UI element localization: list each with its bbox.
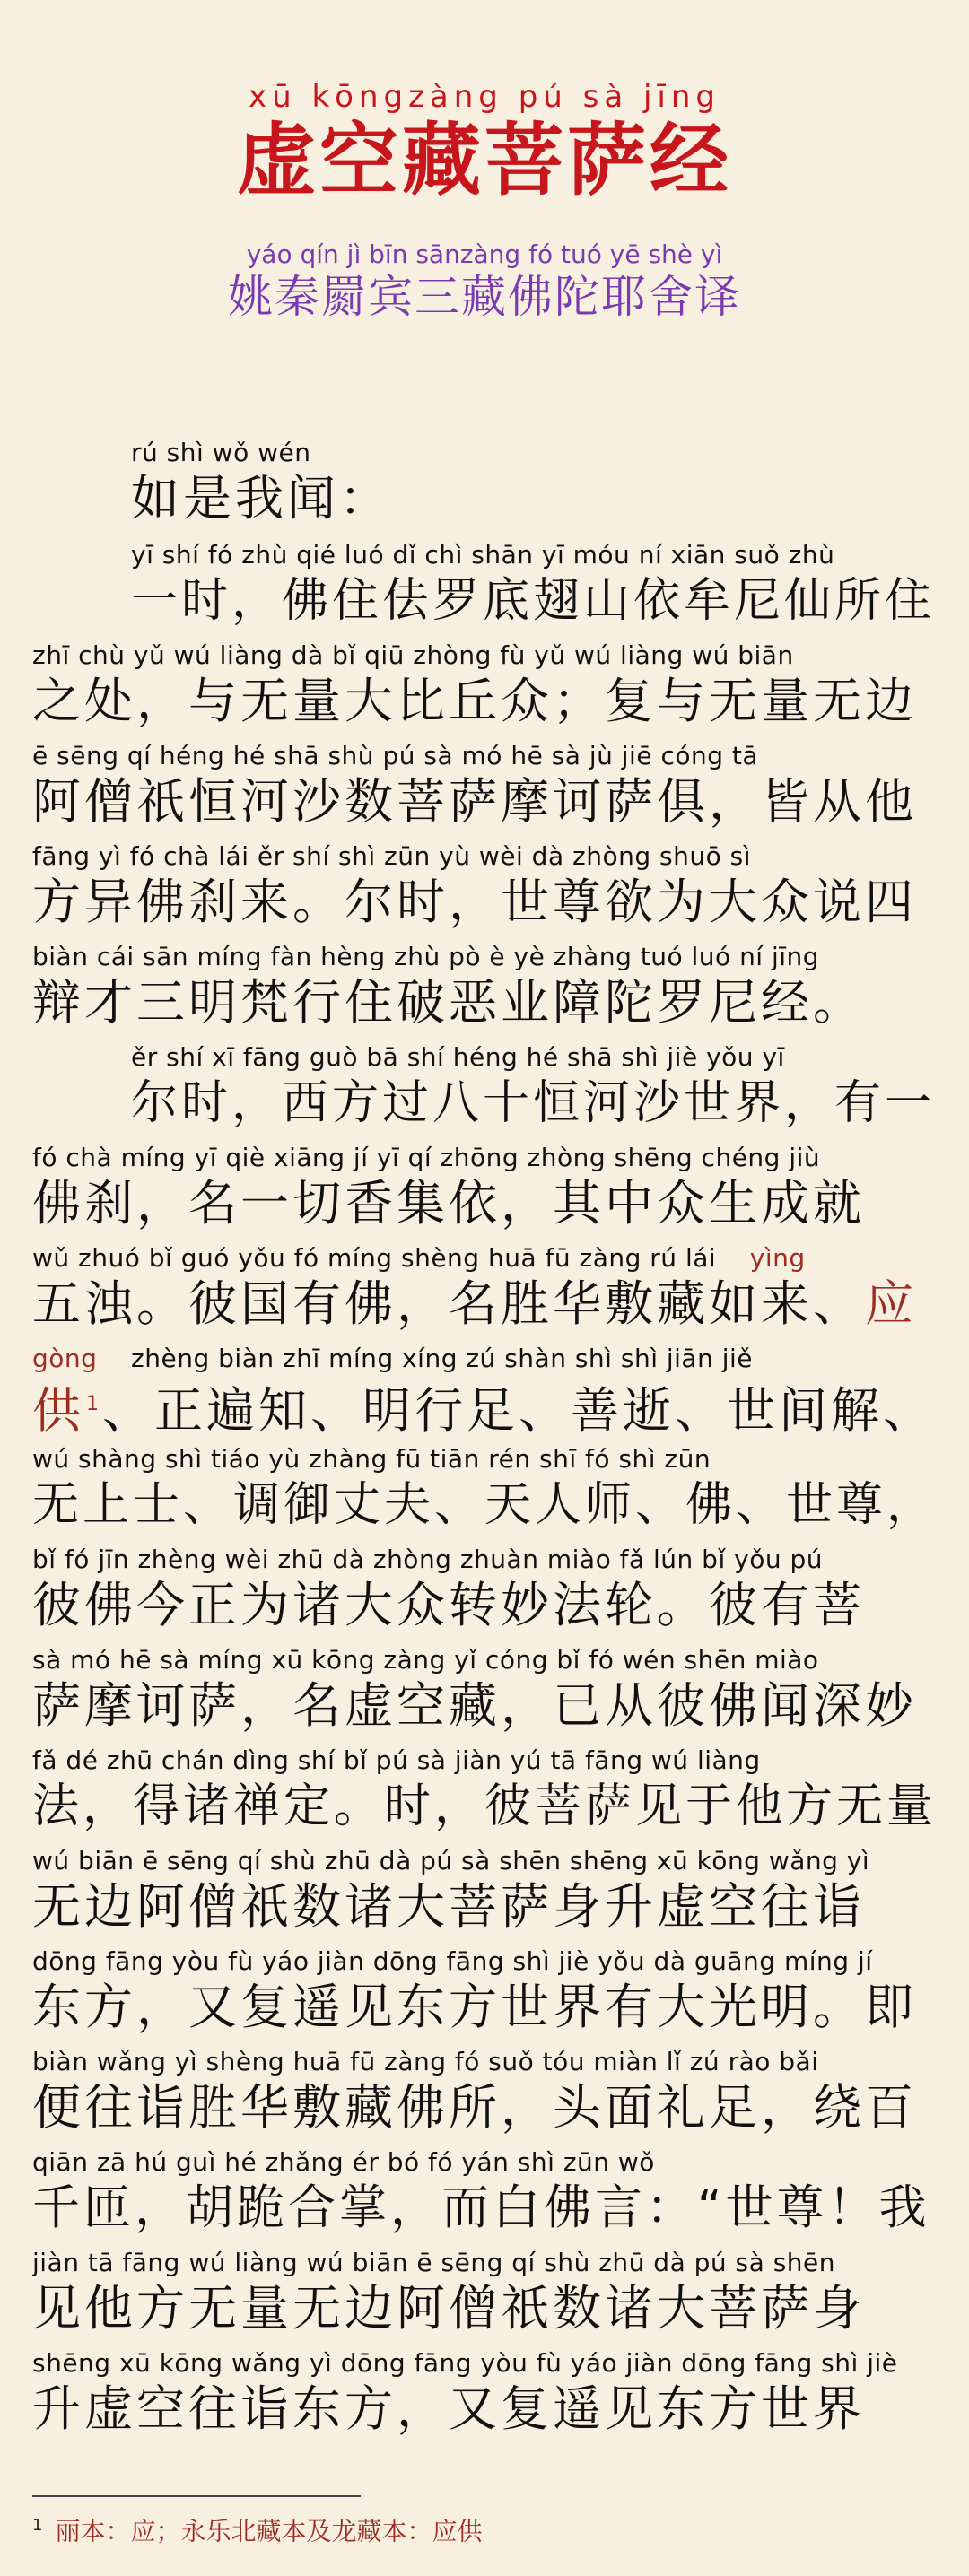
pinyin-highlight: yìng [749, 1243, 806, 1273]
footnote-marker[interactable]: 1 [86, 1393, 102, 1415]
translator-block [0, 240, 969, 325]
pinyin-line: shēng xū kōng wǎng yì dōng fāng yòu fù yáo jiàn dōng fāng shì jiè [32, 2348, 898, 2378]
hanzi-line: 便往诣胜华敷藏佛所，头面礼足，绕百 [32, 2079, 917, 2136]
hanzi-line [32, 1374, 937, 1435]
pinyin-line: bǐ fó jīn zhèng wèi zhū dà zhòng zhuàn miào fǎ lún bǐ yǒu pú [32, 1545, 824, 1574]
hanzi-line: 升虚空往诣东方，又复遥见东方世界 [32, 2380, 865, 2437]
title-block [0, 79, 969, 205]
hanzi-line: 之处，与无量大比丘众；复与无量无边 [32, 673, 917, 729]
hanzi-line: 法，得诸禅定。时，彼菩萨见于他方无量 [32, 1780, 937, 1833]
text-line-4 [32, 741, 937, 832]
hanzi-line: 佛刹，名一切香集依，其中众生成就 [32, 1175, 865, 1231]
text-line-18 [32, 2147, 937, 2239]
footnote-text: 丽本：应；永乐北藏本及龙藏本：应供 [55, 2516, 483, 2546]
pinyin-line [32, 1243, 937, 1274]
pinyin-line: yī shí fó zhù qié luó dǐ chì shān yī móu ní xiān suǒ zhù [131, 540, 835, 570]
pinyin-line: rú shì wǒ wén [131, 438, 311, 467]
pinyin-line: ē sēng qí héng hé shā shù pú sà mó hē sà jù jiē cóng tā [32, 741, 759, 770]
hanzi-line: 尔时，西方过八十恒河沙世界，有一 [131, 1076, 936, 1130]
hanzi-line: 彼佛今正为诸大众转妙法轮。彼有菩 [32, 1577, 865, 1633]
text-line-15 [32, 1846, 937, 1937]
hanzi-line: 萨摩诃萨，名虚空藏，已从彼佛闻深妙 [32, 1677, 917, 1734]
pinyin-line: fǎ dé zhū chán dìng shí bǐ pú sà jiàn yú tā fāng wú liàng [32, 1745, 761, 1775]
hanzi-segment: 、正遍知、明行足、善逝、世间解、 [102, 1382, 935, 1435]
text-line-14 [32, 1745, 937, 1837]
pinyin-line: biàn cái sān míng fàn hèng zhù pò è yè zhàng tuó luó ní jīng [32, 942, 820, 971]
pinyin-line: fó chà míng yī qiè xiāng jí yī qí zhōng zhòng shēng chéng jiù [32, 1143, 821, 1172]
text-line-9 [32, 1243, 937, 1335]
hanzi-highlight: 供 [32, 1382, 84, 1435]
text-line-3 [32, 640, 937, 732]
pinyin-line [32, 1344, 937, 1374]
hanzi-line: 无上士、调御丈夫、天人师、佛、世尊， [32, 1478, 937, 1532]
text-line-13 [32, 1645, 937, 1736]
pinyin-line: zhī chù yǔ wú liàng dà bǐ qiū zhòng fù yǔ wú liàng wú biān [32, 640, 794, 670]
footnote [32, 2508, 482, 2549]
hanzi-line: 如是我闻： [131, 470, 391, 527]
footnote-number: 1 [32, 2516, 43, 2535]
pinyin-line: dōng fāng yòu fù yáo jiàn dōng fāng shì jiè yǒu dà guāng míng jí [32, 1946, 873, 1976]
hanzi-segment: 五浊。彼国有佛，名胜华敷藏如来、 [32, 1275, 865, 1332]
hanzi-line: 方异佛刹来。尔时，世尊欲为大众说四 [32, 874, 917, 930]
hanzi-line: 一时，佛住佉罗底翅山依牟尼仙所住 [131, 574, 936, 628]
pinyin-line: jiàn tā fāng wú liàng wú biān ē sēng qí shù zhū dà pú sà shēn [32, 2248, 836, 2277]
pinyin-line: sà mó hē sà míng xū kōng zàng yǐ cóng bǐ fó wén shēn miào [32, 1645, 819, 1675]
text-line-10 [32, 1344, 937, 1435]
text-line-11 [32, 1444, 937, 1536]
pinyin-line: fāng yì fó chà lái ěr shí shì zūn yù wèi dà zhòng shuō sì [32, 841, 751, 871]
text-line-19 [32, 2248, 937, 2339]
text-line-6 [32, 942, 937, 1033]
footnote-divider [32, 2495, 361, 2497]
pinyin-line: wú shàng shì tiáo yù zhàng fū tiān rén shī fó shì zūn [32, 1444, 711, 1474]
text-line-20 [32, 2348, 937, 2440]
pinyin-line: wú biān ē sēng qí shù zhū dà pú sà shēn shēng xū kōng wǎng yì [32, 1846, 870, 1875]
hanzi-line: 见他方无量无边阿僧祇数诸大菩萨身 [32, 2280, 865, 2337]
hanzi-line: 阿僧祇恒河沙数菩萨摩诃萨俱，皆从他 [32, 773, 917, 830]
hanzi-line: 无边阿僧祇数诸大菩萨身升虚空往诣 [32, 1878, 865, 1935]
sutra-title: 虚空藏菩萨经 [236, 113, 732, 206]
pinyin-line: biàn wǎng yì shèng huā fū zàng fó suǒ tóu miàn lǐ zú rào bǎi [32, 2047, 819, 2076]
hanzi-line: 东方，又复遥见东方世界有大光明。即 [32, 1979, 917, 2035]
text-line-5 [32, 841, 937, 933]
text-line-1 [131, 438, 937, 529]
hanzi-line [32, 1274, 937, 1335]
text-line-8 [32, 1143, 937, 1234]
pinyin-highlight: gòng [32, 1344, 98, 1373]
text-line-2 [131, 540, 937, 631]
pinyin-line: ěr shí xī fāng guò bā shí héng hé shā shì jiè yǒu yī [131, 1042, 785, 1072]
text-line-17 [32, 2047, 937, 2138]
translator-credit: 姚秦罽宾三藏佛陀耶舍译 [228, 271, 741, 323]
title-pinyin: xū kōngzàng pú sà jīng [248, 79, 721, 115]
text-line-7 [131, 1042, 937, 1134]
translator-pinyin: yáo qín jì bīn sānzàng fó tuó yē shè yì [246, 239, 723, 269]
pinyin-line: qiān zā hú guì hé zhǎng ér bó fó yán shì zūn wǒ [32, 2147, 655, 2177]
hanzi-highlight: 应 [865, 1275, 917, 1332]
pinyin-segment: zhèng biàn zhī míng xíng zú shàn shì shì jiān jiě [131, 1344, 754, 1373]
pinyin-segment: wǔ zhuó bǐ guó yǒu fó míng shèng huā fū zàng rú lái [32, 1243, 717, 1273]
text-line-16 [32, 1946, 937, 2038]
hanzi-line: 辩才三明梵行住破恶业障陀罗尼经。 [32, 974, 865, 1031]
text-line-12 [32, 1545, 937, 1636]
hanzi-line: 千匝，胡跪合掌，而白佛言：“世尊！我 [32, 2180, 930, 2235]
